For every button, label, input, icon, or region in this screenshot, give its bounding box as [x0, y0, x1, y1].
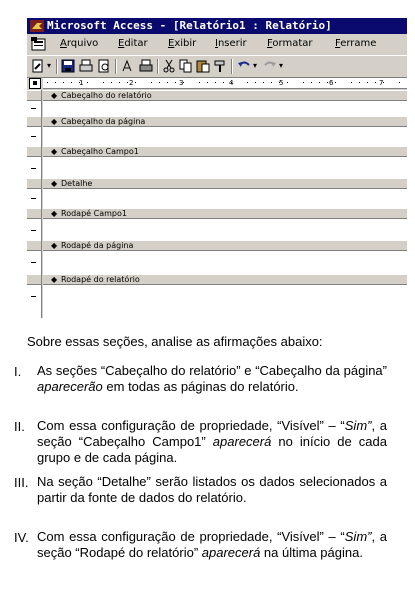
vruler-tick [31, 168, 36, 169]
ruler-dot [127, 82, 128, 83]
ruler-dot [135, 82, 136, 83]
report-selector[interactable] [29, 78, 41, 89]
ruler-dot [215, 82, 216, 83]
toolbar [27, 55, 407, 78]
section-arrow-icon: ◆ [51, 147, 58, 156]
spelling-icon[interactable] [121, 59, 135, 73]
ruler-dot [359, 82, 360, 83]
section-group-header-campo1[interactable] [43, 146, 407, 157]
toolbar-separator [231, 59, 233, 74]
menu-editar[interactable]: Editar [118, 38, 148, 49]
item-number: I. [14, 364, 22, 379]
vruler-tick [31, 198, 36, 199]
vruler-section-band [27, 240, 41, 251]
statement-4 [37, 529, 387, 561]
vruler-tick [31, 136, 36, 137]
ruler-dot [335, 82, 336, 83]
ruler-dot [175, 82, 176, 83]
ruler-ticks [43, 78, 407, 88]
section-report-footer[interactable] [43, 274, 407, 285]
toolbar-separator [56, 59, 58, 74]
view-dropdown-icon[interactable]: ▾ [47, 61, 52, 70]
section-label: Detalhe [61, 179, 93, 188]
section-arrow-icon: ◆ [51, 179, 58, 188]
save-icon[interactable] [61, 59, 75, 73]
ruler-mark-4: 4 [229, 79, 234, 87]
ruler-dot [399, 82, 400, 83]
window-title: Microsoft Access - [Relatório1 : Relatório] [47, 19, 332, 32]
ruler-mark-3: 3 [179, 79, 184, 87]
statement-text: em todas as páginas do relatório. [102, 379, 299, 394]
section-label: Cabeçalho Campo1 [61, 147, 139, 156]
section-label: Cabeçalho do relatório [61, 91, 152, 100]
ruler-dot [303, 82, 304, 83]
statement-text: na última página. [260, 545, 363, 560]
vruler-section-band [27, 146, 41, 157]
cut-icon[interactable] [162, 59, 176, 73]
section-detail[interactable] [43, 178, 407, 189]
item-number: IV. [14, 530, 29, 545]
ruler-dot [287, 82, 288, 83]
ruler-dot [199, 82, 200, 83]
menu-inserir[interactable]: Inserir [215, 38, 247, 49]
statement-emphasis: Sim” [344, 418, 372, 433]
undo-dropdown-icon[interactable]: ▾ [253, 61, 258, 70]
horizontal-ruler [43, 78, 407, 89]
statement-emphasis: aparecerá [212, 434, 272, 449]
report-design-area[interactable] [43, 90, 407, 318]
statement-text: As seções “Cabeçalho do relatório” e “Cabeçalho da página” [37, 363, 387, 378]
ruler-dot [311, 82, 312, 83]
statement-3 [37, 474, 387, 506]
format-painter-icon[interactable] [213, 59, 227, 73]
ruler-dot [367, 82, 368, 83]
vruler-section-band [27, 178, 41, 189]
ruler-dot [159, 82, 160, 83]
ruler-mark-7: 7 [379, 79, 384, 87]
ruler-dot [47, 82, 48, 83]
section-arrow-icon: ◆ [51, 241, 58, 250]
item-number: II. [14, 419, 25, 434]
statement-emphasis: aparecerão [37, 379, 103, 394]
statement-text: Com essa configuração de propriedade, “Visível” – “ [37, 529, 345, 544]
print-preview-icon[interactable] [97, 59, 111, 73]
section-arrow-icon: ◆ [51, 91, 58, 100]
access-key-icon [30, 20, 44, 32]
ruler-dot [63, 82, 64, 83]
section-page-header[interactable] [43, 116, 407, 127]
menu-bar [27, 34, 407, 54]
statement-emphasis: aparecerá [201, 545, 261, 560]
ruler-dot [327, 82, 328, 83]
statement-1 [37, 363, 387, 395]
ruler-mark-5: 5 [279, 79, 284, 87]
section-label: Rodapé do relatório [61, 275, 140, 284]
section-arrow-icon: ◆ [51, 275, 58, 284]
section-label: Rodapé Campo1 [61, 209, 127, 218]
ruler-dot [151, 82, 152, 83]
print-icon[interactable] [79, 59, 93, 73]
vruler-section-band [27, 274, 41, 285]
toolbar-separator [115, 59, 117, 74]
statement-2 [37, 418, 387, 466]
ruler-dot [263, 82, 264, 83]
section-group-footer-campo1[interactable] [43, 208, 407, 219]
access-window [27, 18, 407, 318]
paste-icon[interactable] [196, 59, 210, 73]
ruler-dot [119, 82, 120, 83]
copy-icon[interactable] [179, 59, 193, 73]
section-report-header[interactable] [43, 90, 407, 101]
vruler-section-band [27, 116, 41, 127]
item-number: III. [14, 475, 29, 490]
statement-text: Com essa configuração de propriedade, “Visível” – “ [37, 418, 345, 433]
vruler-tick [31, 108, 36, 109]
section-arrow-icon: ◆ [51, 209, 58, 218]
view-icon[interactable] [31, 59, 45, 73]
undo-icon[interactable] [237, 59, 251, 73]
report-document-icon[interactable] [31, 37, 47, 51]
statement-text: no início de cada grupo e de cada página. [37, 434, 387, 465]
ruler-dot [247, 82, 248, 83]
section-label: Rodapé da página [61, 241, 134, 250]
vruler-section-band [27, 90, 41, 101]
menu-formatar[interactable]: Formatar [267, 38, 313, 49]
ruler-mark-2: 2 [129, 79, 134, 87]
redo-icon[interactable] [263, 59, 277, 73]
ruler-row [27, 78, 407, 89]
vruler-tick [31, 262, 36, 263]
ruler-dot [103, 82, 104, 83]
statement-text: Na seção “Detalhe” serão listados os dados selecionados a partir da fonte de dados do relatório. [37, 474, 387, 505]
vruler-tick [31, 296, 36, 297]
menu-arquivo[interactable]: Arquivo [60, 38, 99, 49]
section-arrow-icon: ◆ [51, 117, 58, 126]
ruler-dot [223, 82, 224, 83]
vruler-tick [31, 230, 36, 231]
ruler-dot [207, 82, 208, 83]
vertical-ruler [27, 90, 42, 318]
section-label: Cabeçalho da página [61, 117, 146, 126]
vruler-section-band [27, 208, 41, 219]
menu-ferramentas[interactable]: Ferrame [335, 38, 377, 49]
ruler-dot [167, 82, 168, 83]
ruler-dot [271, 82, 272, 83]
statement-text: , a seção “Cabeçalho Campo1” [37, 418, 387, 449]
ruler-dot [255, 82, 256, 83]
menu-exibir[interactable]: Exibir [168, 38, 197, 49]
ruler-dot [319, 82, 320, 83]
ruler-dot [111, 82, 112, 83]
section-page-footer[interactable] [43, 240, 407, 251]
ruler-dot [55, 82, 56, 83]
toolbar-separator [157, 59, 159, 74]
title-bar [27, 18, 407, 34]
print-alt-icon[interactable] [139, 59, 153, 73]
statement-emphasis: Sim” [344, 529, 372, 544]
ruler-dot [71, 82, 72, 83]
ruler-mark-6: 6 [329, 79, 334, 87]
ruler-dot [375, 82, 376, 83]
question-intro: Sobre essas seções, analise as afirmações abaixo: [27, 334, 323, 349]
redo-dropdown-icon[interactable]: ▾ [279, 61, 284, 70]
statement-text: , a seção “Rodapé do relatório” [37, 529, 387, 560]
ruler-dot [87, 82, 88, 83]
ruler-dot [351, 82, 352, 83]
ruler-mark-1: 1 [79, 79, 84, 87]
